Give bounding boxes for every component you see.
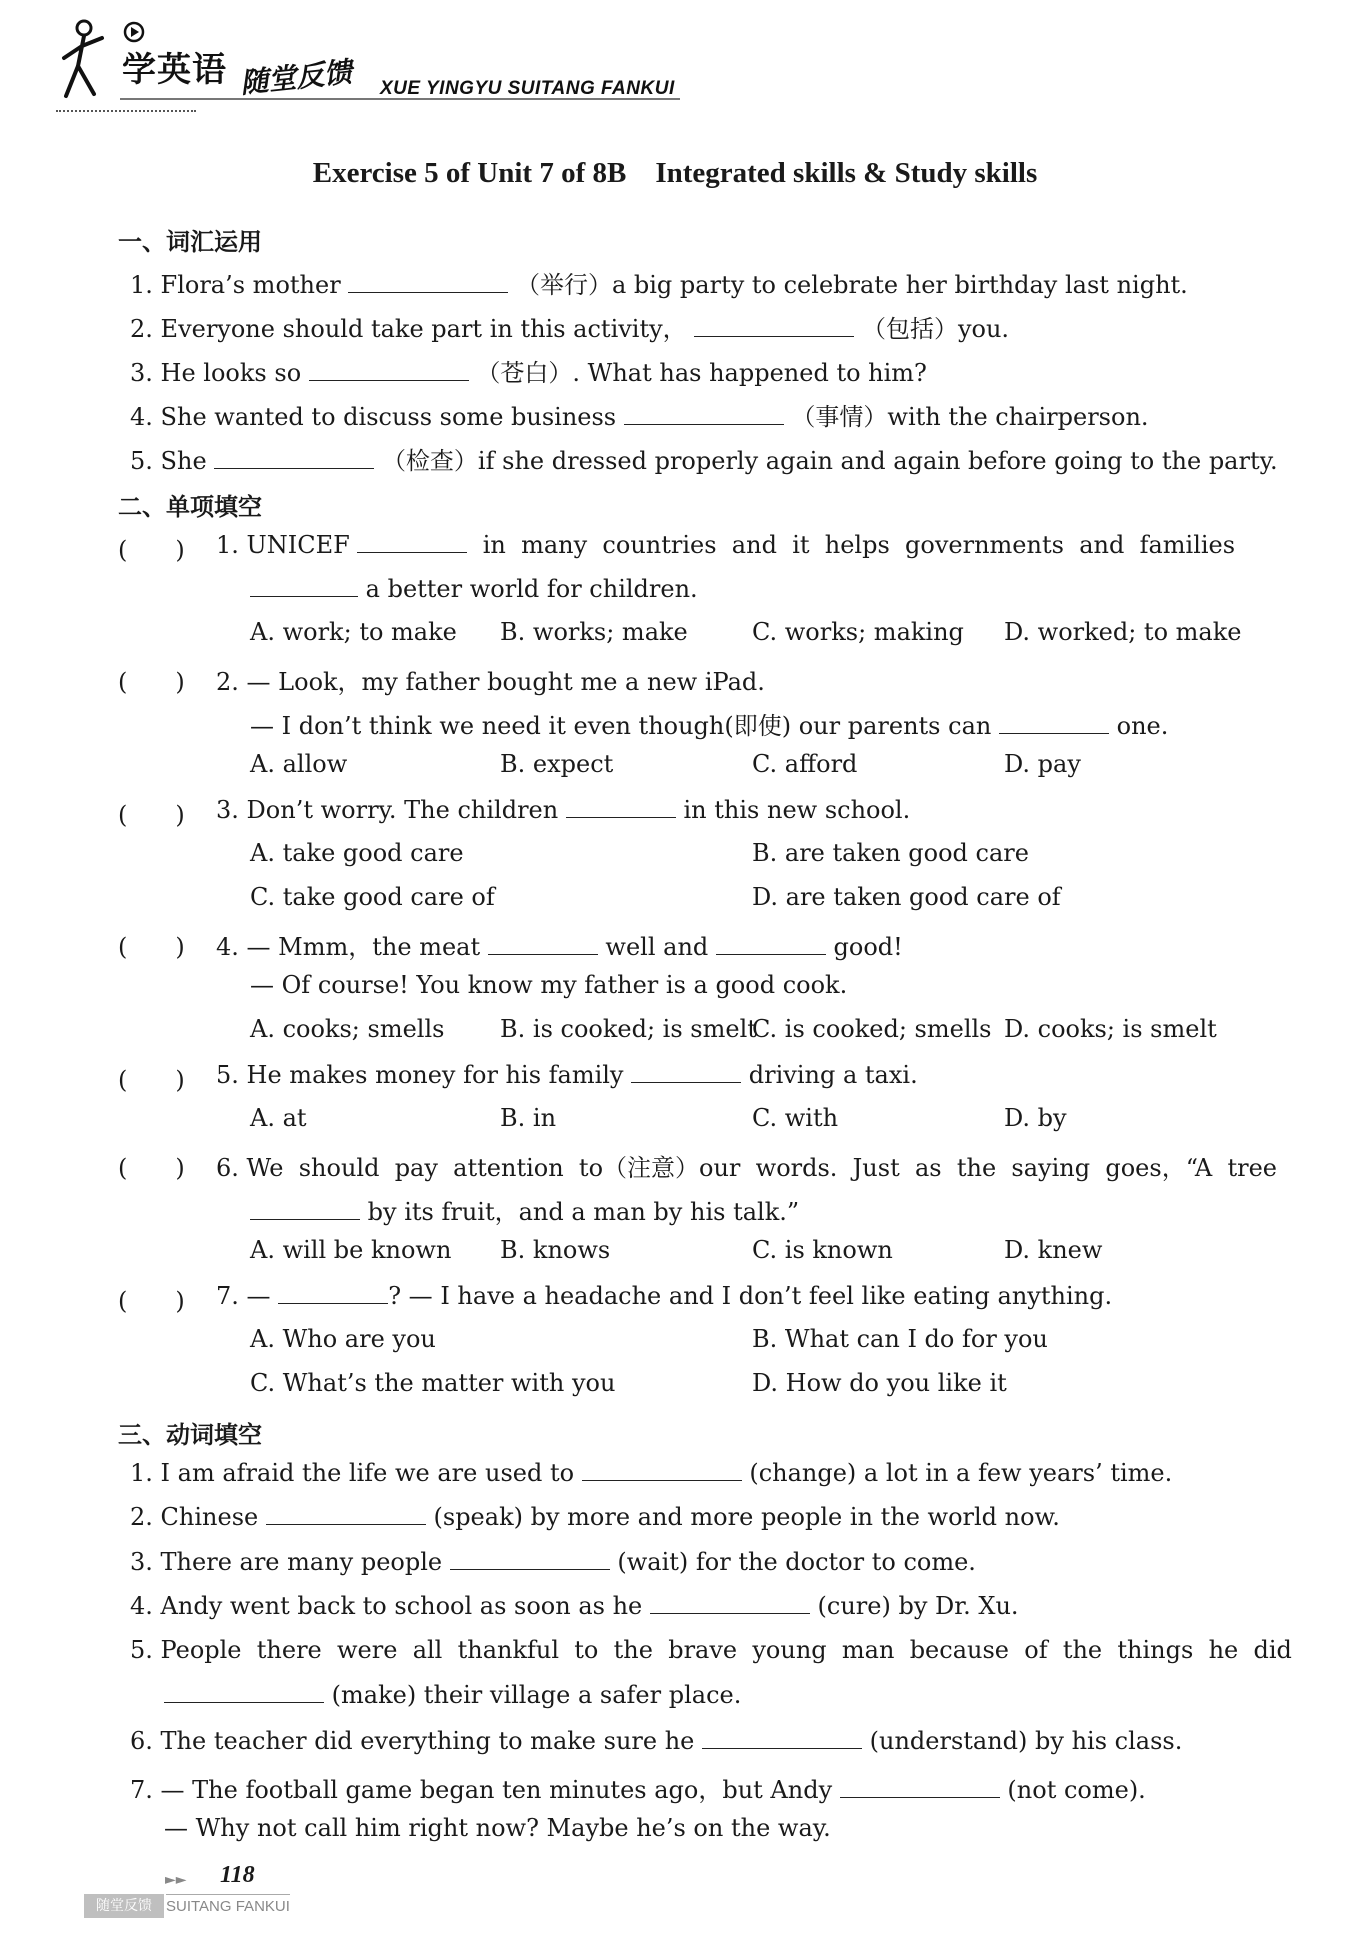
answer-blank[interactable] [214,446,374,469]
choice-q2-line2: — I don’t think we need it even though(即使) our parents can one. [250,712,1169,740]
answer-blank[interactable] [999,711,1109,734]
verb-item-5-line2: (make) their village a safer place. [164,1680,741,1709]
choice-q6-option-c[interactable]: C. is known [752,1236,893,1264]
choice-q5-option-c[interactable]: C. with [752,1104,839,1132]
page-number: 118 [220,1862,255,1888]
vocab-item-2: 2. Everyone should take part in this activity， （包括）you. [130,315,1010,343]
choice-q3-option-a[interactable]: A. take good care [250,839,464,867]
answer-blank[interactable] [309,358,469,381]
page-title: Exercise 5 of Unit 7 of 8B Integrated skills & Study skills [312,157,1038,189]
verb-item-3: 3. There are many people (wait) for the doctor to come. [130,1548,976,1576]
choice-q2-line1: 2. — Look，my father bought me a new iPad. [216,668,765,696]
answer-blank[interactable] [566,795,676,818]
answer-blank[interactable] [348,270,508,293]
choice-q3-line1: 3. Don’t worry. The children in this new school. [216,796,911,824]
choice-q2-option-b[interactable]: B. expect [500,750,614,778]
choice-q1-option-a[interactable]: A. work; to make [250,618,457,646]
verb-item-2: 2. Chinese (speak) by more and more people in the world now. [130,1503,1060,1531]
choice-q7-line1: 7. — ? — I have a headache and I don’t feel like eating anything. [216,1282,1113,1310]
footer-badge: 随堂反馈 [84,1894,164,1918]
verb-item-7-line2: — Why not call him right now? Maybe he’s on the way. [164,1814,831,1842]
header-dotted-rule [56,110,196,112]
choice-q3-option-d[interactable]: D. are taken good care of [752,883,1061,911]
footer-rule [166,1894,290,1895]
answer-blank[interactable] [250,574,358,597]
choice-q3-option-b[interactable]: B. are taken good care [752,839,1029,867]
choice-q3-option-c[interactable]: C. take good care of [250,883,495,911]
choice-q1-option-b[interactable]: B. works; make [500,618,688,646]
answer-blank[interactable] [164,1680,324,1703]
verb-item-1: 1. I am afraid the life we are used to (change) a lot in a few years’ time. [130,1459,1173,1487]
verb-item-4: 4. Andy went back to school as soon as he (cure) by Dr. Xu. [130,1592,1019,1620]
choice-q1-line2: a better world for children. [250,574,698,603]
choice-q4-line1: 4. — Mmm，the meat well and good! [216,933,903,961]
choice-q7-option-c[interactable]: C. What’s the matter with you [250,1369,616,1397]
section-heading-vocab: 一、词汇运用 [118,228,262,256]
answer-blank[interactable] [631,1060,741,1083]
choice-q6-option-a[interactable]: A. will be known [250,1236,452,1264]
vocab-item-3: 3. He looks so （苍白）. What has happened to him? [130,359,927,387]
choice-q4-option-b[interactable]: B. is cooked; is smelt [500,1015,757,1043]
answer-blank[interactable] [840,1775,1000,1798]
answer-blank[interactable] [266,1502,426,1525]
answer-blank[interactable] [250,1197,360,1220]
verb-item-7-line1: 7. — The football game began ten minutes ago，but Andy (not come). [130,1776,1146,1804]
choice-q6-line1: 6. We should pay attention to（注意）our words. Just as the saying goes，“A tree [216,1154,1277,1182]
choice-q7-option-d[interactable]: D. How do you like it [752,1369,1007,1397]
choice-q4-line2: — Of course! You know my father is a good cook. [250,971,848,999]
answer-blank[interactable] [702,1726,862,1749]
choice-q5-line1: 5. He makes money for his family driving a taxi. [216,1061,918,1089]
answer-blank[interactable] [716,932,826,955]
answer-paren[interactable]: ( ) [118,668,185,696]
answer-paren[interactable]: ( ) [118,933,185,961]
answer-blank[interactable] [450,1547,610,1570]
choice-q6-option-d[interactable]: D. knew [1004,1236,1103,1264]
choice-q7-option-a[interactable]: A. Who are you [250,1325,436,1353]
footer-arrow-icon: ►► [165,1872,187,1888]
choice-q1-option-d[interactable]: D. worked; to make [1004,618,1242,646]
verb-item-6: 6. The teacher did everything to make sure he (understand) by his class. [130,1727,1183,1755]
choice-q6-line2: by its fruit，and a man by his talk.” [250,1192,799,1227]
vocab-item-5: 5. She （检查）if she dressed properly again and again before going to the party. [130,447,1278,475]
choice-q1-option-c[interactable]: C. works; making [752,618,964,646]
choice-q6-option-b[interactable]: B. knows [500,1236,611,1264]
answer-blank[interactable] [278,1281,388,1304]
choice-q7-option-b[interactable]: B. What can I do for you [752,1325,1048,1353]
header-rule [120,98,680,100]
vocab-item-1: 1. Flora’s mother （举行）a big party to celebrate her birthday last night. [130,271,1188,299]
section-heading-choice: 二、单项填空 [118,493,262,521]
verb-item-5-line1: 5. People there were all thankful to the brave young man because of the things he did [130,1636,1292,1664]
section-heading-verbs: 三、动词填空 [118,1421,262,1449]
header-title-cn: 学英语 [122,50,227,90]
answer-paren[interactable]: ( ) [118,1066,185,1094]
choice-q1-line1: 1. UNICEF in many countries and it helps governments and families [216,531,1236,559]
answer-blank[interactable] [357,530,467,553]
choice-q4-option-a[interactable]: A. cooks; smells [250,1015,445,1043]
choice-q2-option-a[interactable]: A. allow [250,750,348,778]
choice-q4-option-d[interactable]: D. cooks; is smelt [1004,1015,1217,1043]
choice-q2-option-c[interactable]: C. afford [752,750,858,778]
answer-paren[interactable]: ( ) [118,536,185,564]
answer-paren[interactable]: ( ) [118,1154,185,1182]
choice-q5-option-d[interactable]: D. by [1004,1104,1067,1132]
choice-q4-option-c[interactable]: C. is cooked; smells [752,1015,992,1043]
answer-blank[interactable] [694,314,854,337]
answer-blank[interactable] [650,1591,810,1614]
header-title-script: 随堂反馈 [238,55,354,100]
answer-blank[interactable] [624,402,784,425]
answer-paren[interactable]: ( ) [118,801,185,829]
footer-text: SUITANG FANKUI [166,1898,290,1915]
answer-blank[interactable] [488,932,598,955]
vocab-item-4: 4. She wanted to discuss some business （事情）with the chairperson. [130,403,1149,431]
choice-q2-option-d[interactable]: D. pay [1004,750,1081,778]
header-title-en: XUE YINGYU SUITANG FANKUI [380,78,675,99]
choice-q5-option-b[interactable]: B. in [500,1104,557,1132]
answer-paren[interactable]: ( ) [118,1287,185,1315]
choice-q5-option-a[interactable]: A. at [250,1104,307,1132]
answer-blank[interactable] [582,1458,742,1481]
